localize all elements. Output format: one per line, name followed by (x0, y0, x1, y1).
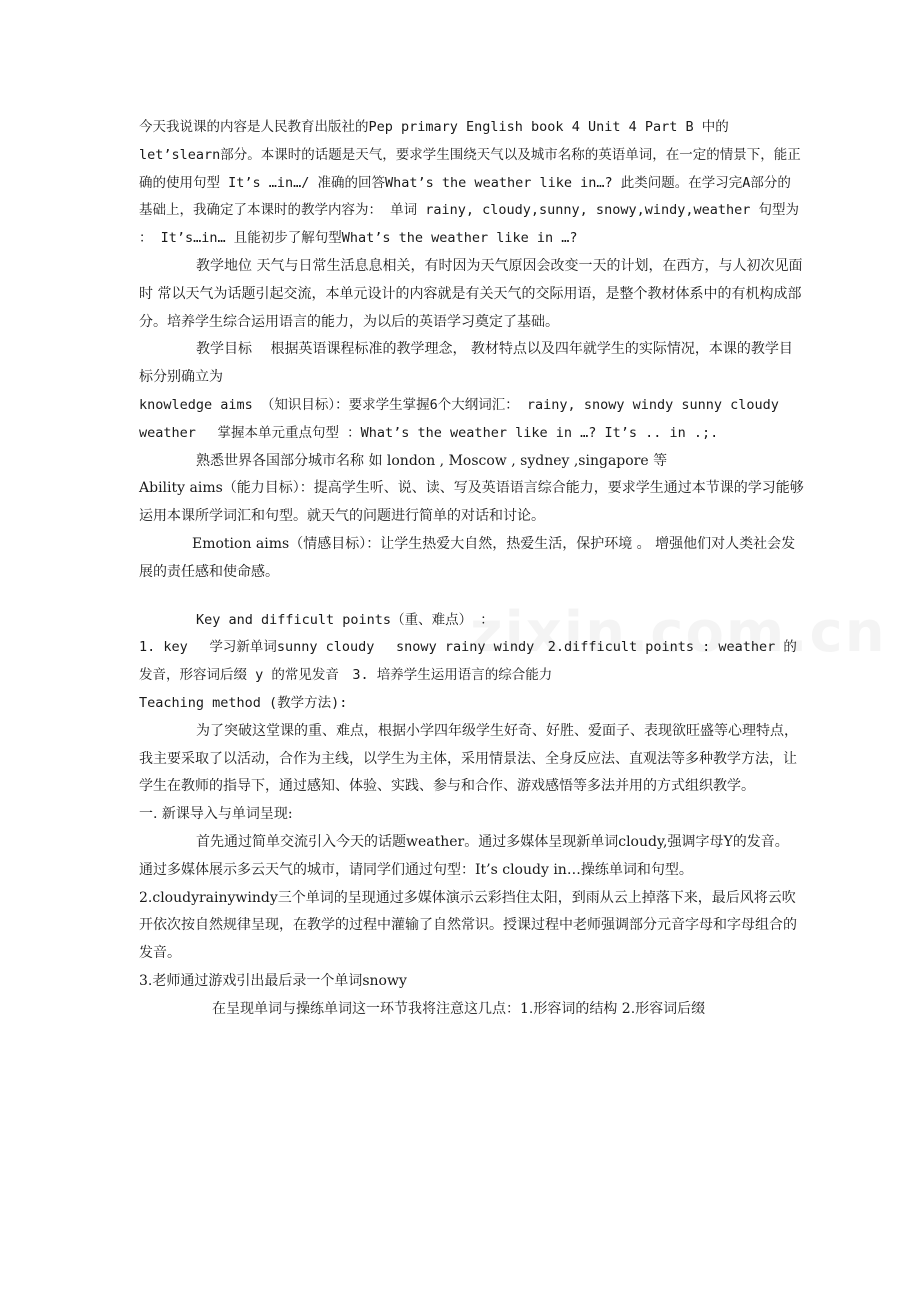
paragraph-teaching-method: 为了突破这堂课的重、难点，根据小学四年级学生好奇、好胜、爱面子、表现欲旺盛等心理特点，我主要采取了以活动，合作为主线，以学生为主体，采用情景法、全身反应法、直观法等多种教学方法，让学生在教师的指导下，通过感知、体验、实践、参与和合作、游戏感悟等多法并用的方式组织教学。 (139, 722, 798, 795)
paragraph-teaching-method-heading: Teaching method (教学方法): (139, 694, 348, 711)
paragraph-teaching-goals: 教学目标 根据英语课程标准的教学理念， 教材特点以及四年就学生的实际情况，本课的教学目标分别确立为 (139, 341, 793, 386)
paragraph-knowledge-aims: knowledge aims （知识目标）：要求学生掌握6个大纲词汇： rainy, snowy windy sunny cloudy weather 掌握本单元重点句型 ：What’s the weather like in …? It’s .. in .;. (139, 396, 779, 441)
paragraph-ability-aims: Ability aims（能力目标）：提高学生听、说、读、写及英语语言综合能力，要求学生通过本节课的学习能够运用本课所学词汇和句型。就天气的问题进行简单的对话和讨论。 (139, 480, 804, 525)
paragraph-emotion-aims: Emotion aims（情感目标）：让学生热爱大自然，热爱生活，保护环境 。 增强他们对人类社会发展的责任感和使命感。 (139, 535, 796, 580)
paragraph-step-3: 3.老师通过游戏引出最后录一个单词snowy (139, 972, 407, 989)
paragraph-teaching-status: 教学地位 天气与日常生活息息相关，有时因为天气原因会改变一天的计划，在西方，与人初次见面时 常以天气为话题引起交流，本单元设计的内容就是有关天气的交际用语，是整个教材体系中的有机构成部分。培养学生综合运用语言的能力，为以后的英语学习奠定了基础。 (139, 257, 803, 330)
paragraph-key-difficult-heading: Key and difficult points（重、难点） ： (196, 611, 494, 628)
section-heading-introduction: 一. 新课导入与单词呈现: (139, 806, 293, 823)
paragraph-intro: 今天我说课的内容是人民教育出版社的Pep primary English book 4 Unit 4 Part B 中的let’slearn部分。本课时的话题是天气，要求学生围绕天气以及城市名称的英语单词，在一定的情景下，能正确的使用句型 It’s …in…/ 准确的回答What’s the weather like in…? 此类问题。在学习完A部分的基础上，我确定了本课时的教学内容为： 单词 rainy, cloudy,sunny, snowy,windy,weather 句型为 ： It’s…in… 且能初步了解句型What’s the weather like in …? (139, 119, 801, 247)
paragraph-step-2: 2.cloudyrainywindy三个单词的呈现通过多媒体演示云彩挡住太阳，到雨从云上掉落下来，最后风将云吹开依次按自然规律呈现，在教学的过程中灌输了自然常识。授课过程中老师强调部分元音字母和字母组合的发音。 (139, 889, 797, 962)
document-body (139, 114, 804, 1024)
paragraph-key-points: 1. key 学习新单词sunny cloudy snowy rainy windy 2.difficult points : weather 的发音，形容词后缀 y 的常见发音 3. 培养学生运用语言的综合能力 (139, 639, 797, 684)
paragraph-notes: 在呈现单词与操练单词这一环节我将注意这几点：1.形容词的结构 2.形容词后缀 (212, 1000, 706, 1017)
blank-line (139, 587, 804, 607)
paragraph-introduction: 首先通过简单交流引入今天的话题weather。通过多媒体呈现新单词cloudy,强调字母Y的发音。 通过多媒体展示多云天气的城市，请同学们通过句型：It’s cloudy in…操练单词和句型。 (139, 833, 789, 878)
paragraph-city-names: 熟悉世界各国部分城市名称 如 london , Moscow , sydney ,singapore 等 (196, 452, 668, 469)
